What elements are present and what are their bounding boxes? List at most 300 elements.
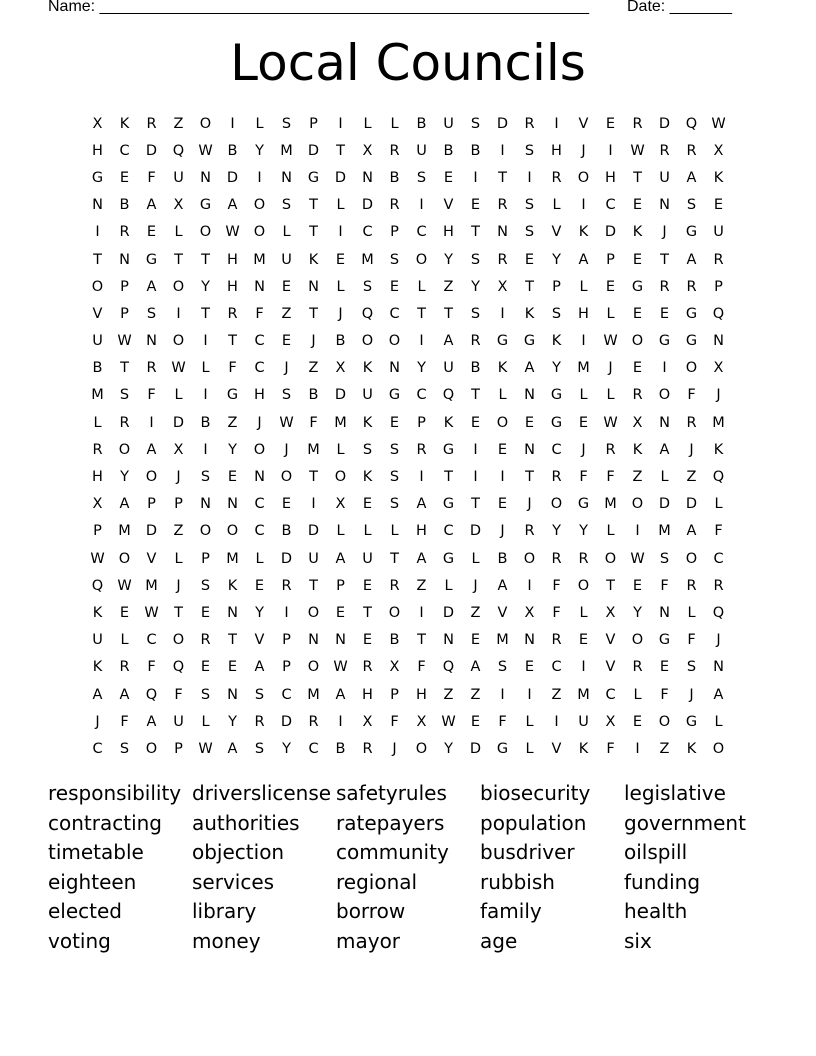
grid-cell: C [281, 686, 292, 703]
grid-cell: S [362, 278, 373, 295]
grid-cell: Z [173, 115, 184, 132]
grid-cell: L [687, 604, 696, 621]
grid-cell: P [147, 496, 156, 513]
word-list-item: library [192, 899, 257, 924]
grid-cell: J [581, 142, 586, 159]
grid-cell: Y [282, 740, 291, 757]
grid-cell: T [390, 550, 399, 567]
grid-cell: S [254, 686, 265, 703]
grid-cell: Q [712, 604, 725, 621]
grid-cell: T [174, 604, 183, 621]
grid-cell: A [146, 197, 157, 214]
grid-cell: S [524, 142, 535, 159]
grid-cell: K [308, 251, 319, 268]
grid-cell: X [335, 496, 346, 513]
grid-cell: R [254, 713, 265, 730]
grid-cell: N [200, 496, 211, 513]
grid-cell: M [226, 550, 239, 567]
grid-cell: N [713, 333, 724, 350]
grid-cell: R [686, 278, 697, 295]
word-list [48, 779, 788, 957]
grid-cell: O [631, 632, 644, 649]
grid-cell: A [524, 360, 535, 377]
grid-cell: A [227, 197, 238, 214]
grid-cell: F [255, 305, 264, 322]
grid-cell: H [578, 305, 589, 322]
grid-cell: L [336, 441, 345, 458]
grid-cell: I [338, 115, 343, 132]
grid-cell: B [497, 550, 508, 567]
grid-cell: I [149, 414, 154, 431]
grid-row [84, 192, 732, 219]
grid-cell: I [419, 469, 424, 486]
grid-cell: E [254, 577, 265, 594]
grid-cell: B [119, 197, 130, 214]
grid-cell: U [443, 115, 454, 132]
grid-cell: N [713, 659, 724, 676]
grid-cell: T [309, 224, 318, 241]
grid-cell: D [172, 414, 185, 431]
grid-cell: X [173, 197, 184, 214]
grid-cell: T [606, 577, 615, 594]
grid-cell: U [173, 169, 184, 186]
grid-cell: S [389, 469, 400, 486]
grid-cell: O [631, 496, 644, 513]
grid-cell: V [551, 740, 562, 757]
grid-cell: A [119, 686, 130, 703]
grid-cell: R [416, 441, 427, 458]
grid-cell: S [200, 577, 211, 594]
grid-cell: E [389, 278, 400, 295]
grid-cell: O [199, 523, 212, 540]
word-list-item: government [624, 810, 746, 835]
grid-cell: L [363, 523, 372, 540]
grid-row [84, 681, 732, 708]
grid-cell: O [253, 197, 266, 214]
grid-cell: G [658, 333, 671, 350]
grid-cell: T [309, 197, 318, 214]
word-list-item: borrow [336, 899, 406, 924]
grid-cell: U [362, 550, 373, 567]
grid-cell: Y [120, 469, 129, 486]
grid-row [84, 735, 732, 762]
grid-cell: R [659, 142, 670, 159]
grid-cell: F [687, 387, 696, 404]
grid-cell: B [443, 142, 454, 159]
grid-cell: R [605, 441, 616, 458]
grid-cell: J [257, 414, 262, 431]
grid-cell: O [658, 387, 671, 404]
grid-cell: L [606, 387, 615, 404]
grid-cell: T [174, 251, 183, 268]
grid-cell: N [227, 686, 238, 703]
grid-cell: I [338, 224, 343, 241]
grid-cell: L [525, 713, 534, 730]
header [48, 0, 748, 20]
word-list-item: health [624, 899, 688, 924]
grid-cell: O [253, 441, 266, 458]
grid-cell: I [527, 577, 532, 594]
grid-cell: E [227, 469, 238, 486]
grid-cell: O [577, 169, 590, 186]
grid-cell: I [311, 496, 316, 513]
grid-cell: T [201, 251, 210, 268]
grid-cell: L [201, 713, 210, 730]
grid-cell: R [146, 115, 157, 132]
grid-cell: D [658, 496, 671, 513]
grid-cell: L [336, 278, 345, 295]
grid-cell: T [228, 333, 237, 350]
grid-cell: E [443, 169, 454, 186]
grid-cell: J [689, 686, 694, 703]
grid-cell: D [280, 713, 293, 730]
grid-cell: F [660, 686, 669, 703]
grid-cell: K [578, 224, 589, 241]
word-list-item: ratepayers [336, 810, 445, 835]
grid-cell: N [524, 387, 535, 404]
grid-cell: W [603, 333, 618, 350]
grid-cell: J [716, 632, 721, 649]
grid-cell: L [174, 387, 183, 404]
grid-row [84, 300, 732, 327]
grid-cell: J [500, 523, 505, 540]
grid-cell: I [203, 441, 208, 458]
grid-cell: Q [712, 469, 725, 486]
grid-cell: S [686, 659, 697, 676]
grid-cell: Y [444, 740, 453, 757]
grid-cell: B [308, 387, 319, 404]
grid-cell: M [361, 251, 374, 268]
grid-cell: O [253, 224, 266, 241]
grid-cell: N [200, 169, 211, 186]
grid-cell: R [200, 632, 211, 649]
word-list-item: community [336, 840, 449, 865]
grid-row [84, 164, 732, 191]
grid-cell: E [281, 333, 292, 350]
grid-cell: L [93, 414, 102, 431]
grid-cell: L [417, 278, 426, 295]
grid-cell: V [605, 632, 616, 649]
grid-cell: I [500, 305, 505, 322]
grid-cell: R [713, 577, 724, 594]
grid-cell: Z [227, 414, 238, 431]
grid-cell: L [390, 115, 399, 132]
grid-cell: R [524, 523, 535, 540]
grid-cell: G [442, 496, 455, 513]
grid-cell: J [284, 360, 289, 377]
grid-cell: U [281, 251, 292, 268]
grid-cell: D [685, 496, 698, 513]
page-title: Local Councils [230, 34, 586, 92]
grid-cell: G [550, 414, 563, 431]
grid-cell: A [146, 278, 157, 295]
grid-row [84, 627, 732, 654]
grid-cell: J [284, 441, 289, 458]
grid-cell: U [578, 713, 589, 730]
grid-cell: E [632, 577, 643, 594]
grid-cell: M [658, 523, 671, 540]
grid-cell: A [416, 550, 427, 567]
grid-cell: E [497, 496, 508, 513]
grid-cell: R [686, 414, 697, 431]
grid-cell: F [579, 469, 588, 486]
grid-cell: N [335, 632, 346, 649]
grid-cell: S [281, 197, 292, 214]
grid-cell: J [689, 441, 694, 458]
grid-cell: L [606, 523, 615, 540]
grid-cell: D [604, 224, 617, 241]
grid-cell: I [581, 333, 586, 350]
grid-cell: R [686, 577, 697, 594]
grid-cell: N [659, 197, 670, 214]
grid-cell: T [309, 469, 318, 486]
grid-cell: H [416, 523, 427, 540]
grid-cell: I [230, 115, 235, 132]
grid-cell: G [685, 713, 698, 730]
grid-cell: W [117, 577, 132, 594]
grid-cell: E [497, 441, 508, 458]
grid-cell: C [254, 523, 265, 540]
grid-cell: O [658, 713, 671, 730]
grid-cell: F [498, 713, 507, 730]
grid-cell: F [147, 387, 156, 404]
grid-cell: B [335, 333, 346, 350]
grid-cell: Q [172, 142, 185, 159]
grid-cell: R [659, 278, 670, 295]
grid-cell: N [146, 333, 157, 350]
word-list-item: oilspill [624, 840, 688, 865]
grid-cell: K [551, 333, 562, 350]
grid-cell: R [389, 142, 400, 159]
grid-cell: W [225, 224, 240, 241]
grid-cell: V [551, 224, 562, 241]
grid-cell: E [578, 632, 589, 649]
grid-row [84, 491, 732, 518]
grid-cell: E [335, 604, 346, 621]
grid-cell: Y [552, 360, 561, 377]
grid-row [84, 382, 732, 409]
grid-cell: G [145, 251, 158, 268]
grid-cell: T [417, 305, 426, 322]
grid-cell: F [147, 659, 156, 676]
word-list-item: elected [48, 899, 123, 924]
grid-cell: W [630, 550, 645, 567]
grid-cell: I [554, 115, 559, 132]
grid-cell: M [253, 251, 266, 268]
grid-cell: R [362, 659, 373, 676]
grid-cell: S [497, 659, 508, 676]
grid-cell: E [470, 632, 481, 649]
grid-cell: Y [255, 604, 264, 621]
grid-cell: I [419, 333, 424, 350]
grid-cell: C [605, 686, 616, 703]
grid-cell: X [92, 496, 103, 513]
grid-cell: I [581, 197, 586, 214]
grid-cell: S [200, 469, 211, 486]
grid-cell: T [417, 632, 426, 649]
grid-cell: I [500, 142, 505, 159]
grid-cell: O [172, 632, 185, 649]
grid-cell: I [554, 713, 559, 730]
grid-cell: Y [552, 523, 561, 540]
grid-cell: L [471, 550, 480, 567]
grid-cell: U [416, 142, 427, 159]
grid-cell: G [577, 496, 590, 513]
grid-cell: O [172, 333, 185, 350]
grid-cell: S [389, 441, 400, 458]
grid-cell: A [686, 169, 697, 186]
grid-cell: T [93, 251, 102, 268]
grid-cell: L [282, 224, 291, 241]
grid-cell: Q [712, 305, 725, 322]
grid-cell: E [524, 659, 535, 676]
grid-cell: L [714, 713, 723, 730]
grid-cell: D [307, 523, 320, 540]
grid-cell: V [146, 550, 157, 567]
grid-cell: O [145, 740, 158, 757]
grid-cell: J [662, 224, 667, 241]
grid-cell: W [198, 740, 213, 757]
grid-cell: O [388, 604, 401, 621]
grid-cell: T [309, 305, 318, 322]
grid-cell: X [416, 713, 427, 730]
word-list-item: responsibility [48, 781, 182, 805]
grid-cell: S [362, 441, 373, 458]
grid-cell: U [308, 550, 319, 567]
grid-cell: I [635, 523, 640, 540]
grid-cell: R [119, 659, 130, 676]
grid-cell: O [496, 414, 509, 431]
grid-cell: S [686, 197, 697, 214]
grid-cell: E [632, 305, 643, 322]
grid-cell: F [147, 169, 156, 186]
grid-cell: P [390, 224, 399, 241]
grid-cell: L [579, 278, 588, 295]
grid-cell: F [417, 659, 426, 676]
grid-cell: I [473, 469, 478, 486]
grid-cell: Y [417, 360, 426, 377]
grid-cell: D [145, 142, 158, 159]
grid-cell: A [686, 523, 697, 540]
grid-cell: I [338, 713, 343, 730]
grid-cell: B [227, 142, 238, 159]
grid-cell: N [92, 197, 103, 214]
grid-cell: I [419, 197, 424, 214]
grid-cell: Z [443, 686, 454, 703]
grid-cell: B [389, 632, 400, 649]
grid-cell: S [389, 496, 400, 513]
grid-cell: N [281, 169, 292, 186]
grid-cell: R [686, 142, 697, 159]
grid-cell: R [146, 360, 157, 377]
grid-cell: A [713, 686, 724, 703]
word-list-item: safetyrules [336, 781, 447, 805]
grid-row [84, 463, 732, 490]
grid-cell: K [497, 360, 508, 377]
grid-cell: A [443, 333, 454, 350]
grid-cell: S [200, 686, 211, 703]
grid-cell: H [605, 169, 616, 186]
grid-cell: F [552, 577, 561, 594]
grid-cell: T [471, 387, 480, 404]
grid-cell: A [146, 713, 157, 730]
grid-cell: R [308, 713, 319, 730]
grid-cell: L [525, 740, 534, 757]
grid-cell: J [176, 577, 181, 594]
grid-cell: C [443, 523, 454, 540]
grid-cell: X [713, 360, 724, 377]
grid-cell: W [144, 604, 159, 621]
grid-cell: E [632, 251, 643, 268]
grid-cell: I [203, 333, 208, 350]
grid-cell: R [119, 414, 130, 431]
grid-cell: O [361, 333, 374, 350]
grid-cell: T [525, 278, 534, 295]
grid-cell: O [145, 469, 158, 486]
grid-cell: N [659, 604, 670, 621]
grid-cell: H [227, 278, 238, 295]
grid-cell: P [714, 278, 723, 295]
grid-cell: R [632, 659, 643, 676]
word-list-item: age [480, 928, 518, 953]
grid-cell: N [308, 278, 319, 295]
grid-cell: Y [228, 441, 237, 458]
grid-cell: K [92, 659, 103, 676]
grid-cell: K [92, 604, 103, 621]
grid-row [84, 518, 732, 545]
grid-cell: Z [281, 305, 292, 322]
grid-cell: I [203, 387, 208, 404]
grid-cell: L [174, 224, 183, 241]
word-list-item: population [480, 810, 587, 835]
grid-cell: A [335, 550, 346, 567]
word-list-item: legislative [624, 781, 726, 805]
grid-cell: M [145, 577, 158, 594]
letter-grid [84, 110, 732, 763]
grid-cell: C [551, 441, 562, 458]
grid-row [84, 599, 732, 626]
grid-cell: G [631, 278, 644, 295]
grid-row [84, 654, 732, 681]
grid-cell: K [227, 577, 238, 594]
grid-cell: U [443, 360, 454, 377]
grid-cell: S [470, 251, 481, 268]
grid-cell: B [389, 169, 400, 186]
grid-cell: B [470, 360, 481, 377]
grid-cell: I [500, 686, 505, 703]
grid-cell: L [390, 523, 399, 540]
grid-cell: L [579, 387, 588, 404]
grid-cell: G [307, 169, 320, 186]
grid-cell: J [338, 305, 343, 322]
grid-cell: L [120, 632, 129, 649]
grid-cell: O [577, 577, 590, 594]
grid-cell: O [118, 441, 131, 458]
grid-cell: A [335, 686, 346, 703]
grid-cell: Z [173, 523, 184, 540]
grid-cell: F [552, 604, 561, 621]
grid-cell: K [713, 441, 724, 458]
grid-cell: Q [442, 659, 455, 676]
grid-cell: O [712, 740, 725, 757]
grid-cell: H [227, 251, 238, 268]
grid-cell: O [172, 278, 185, 295]
grid-cell: C [551, 659, 562, 676]
grid-cell: C [416, 224, 427, 241]
grid-cell: Q [685, 115, 698, 132]
grid-cell: W [198, 142, 213, 159]
grid-cell: T [201, 305, 210, 322]
